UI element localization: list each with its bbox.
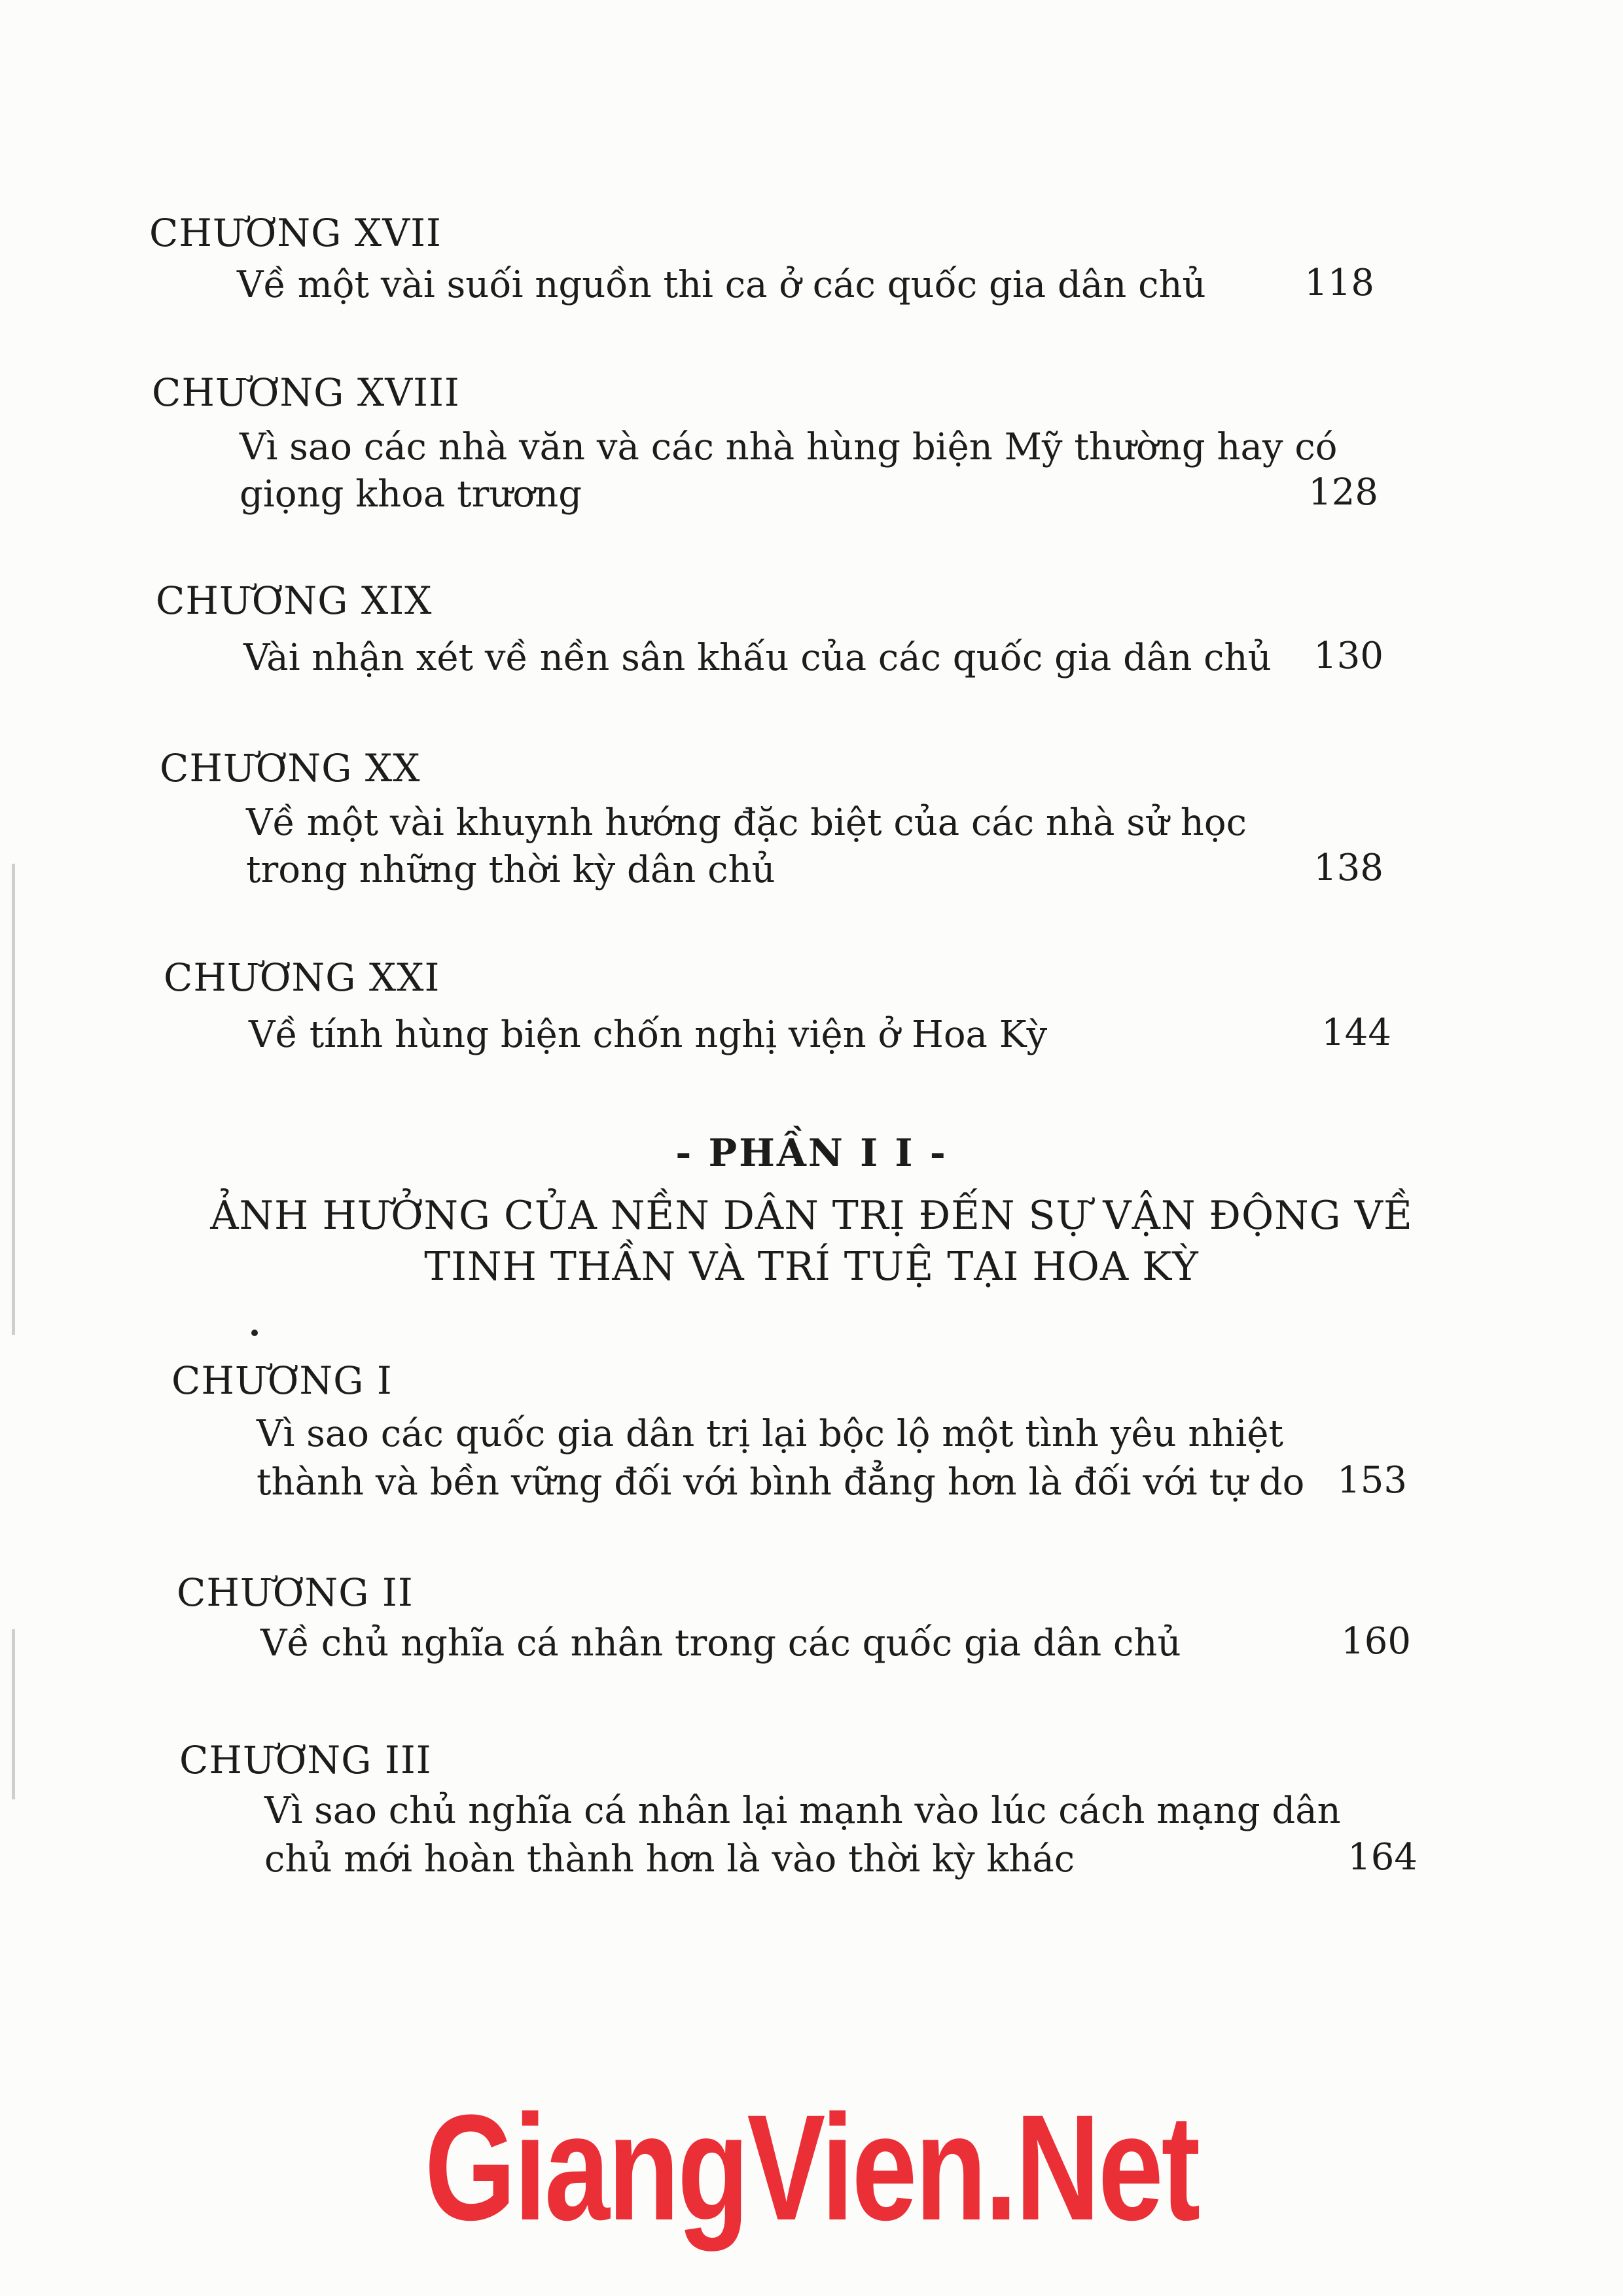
page-number: 128 [1308,471,1378,514]
chapter-title-line: giọng khoa trương [240,473,582,516]
chapter-title-line: Vài nhận xét về nền sân khấu của các quốc gia dân chủ [243,637,1272,679]
toc-entry [179,1738,432,1782]
page-number: 164 [1347,1836,1418,1879]
toc-entry [177,1570,414,1615]
chapter-heading: CHƯƠNG XXI [164,955,440,1000]
chapter-heading: CHƯƠNG III [179,1738,432,1782]
chapter-heading: CHƯƠNG XVIII [152,370,460,415]
part-title: ẢNH HƯỞNG CỦA NỀN DÂN TRỊ ĐẾN SỰ VẬN ĐỘNG VỀ [210,1193,1413,1239]
chapter-title-line: thành và bền vững đối với bình đẳng hơn là đối với tự do [257,1461,1305,1504]
chapter-heading: CHƯƠNG I [171,1358,393,1403]
page-number: 144 [1321,1012,1391,1054]
toc-entry [160,746,421,790]
chapter-title-line: Về chủ nghĩa cá nhân trong các quốc gia dân chủ [260,1622,1181,1665]
chapter-title-line: trong những thời kỳ dân chủ [246,849,776,891]
page-number: 130 [1313,635,1383,677]
chapter-title-line: Vì sao chủ nghĩa cá nhân lại mạnh vào lúc cách mạng dân [264,1790,1341,1832]
watermark-logo: GiangVien.Net [424,2083,1199,2252]
chapter-title-line: Vì sao các nhà văn và các nhà hùng biện Mỹ thường hay có [240,426,1338,468]
chapter-title-line: Về một vài khuynh hướng đặc biệt của các nhà sử học [246,802,1247,844]
toc-entry [149,211,442,255]
chapter-title-line: Về tính hùng biện chốn nghị viện ở Hoa Kỳ [249,1014,1048,1056]
chapter-title-line: chủ mới hoàn thành hơn là vào thời kỳ khác [264,1838,1075,1881]
page-number: 153 [1337,1459,1407,1502]
page-number: 160 [1341,1620,1411,1663]
page-number: 118 [1304,262,1374,304]
scan-speck [251,1330,258,1336]
chapter-heading: CHƯƠNG II [177,1570,414,1615]
page-number: 138 [1313,847,1383,889]
toc-entry [156,578,432,623]
toc-entry [164,955,440,1000]
chapter-title-line: Về một vài suối nguồn thi ca ở các quốc gia dân chủ [237,264,1206,306]
toc-entry [152,370,460,415]
chapter-heading: CHƯƠNG XX [160,746,421,790]
chapter-title-line: Vì sao các quốc gia dân trị lại bộc lộ một tình yêu nhiệt [257,1413,1284,1455]
chapter-heading: CHƯƠNG XVII [149,211,442,255]
toc-entry [171,1358,393,1403]
part-title: TINH THẦN VÀ TRÍ TUỆ TẠI HOA KỲ [424,1244,1199,1290]
chapter-heading: CHƯƠNG XIX [156,578,433,623]
part-label: - PHẦN I I - [675,1131,948,1175]
